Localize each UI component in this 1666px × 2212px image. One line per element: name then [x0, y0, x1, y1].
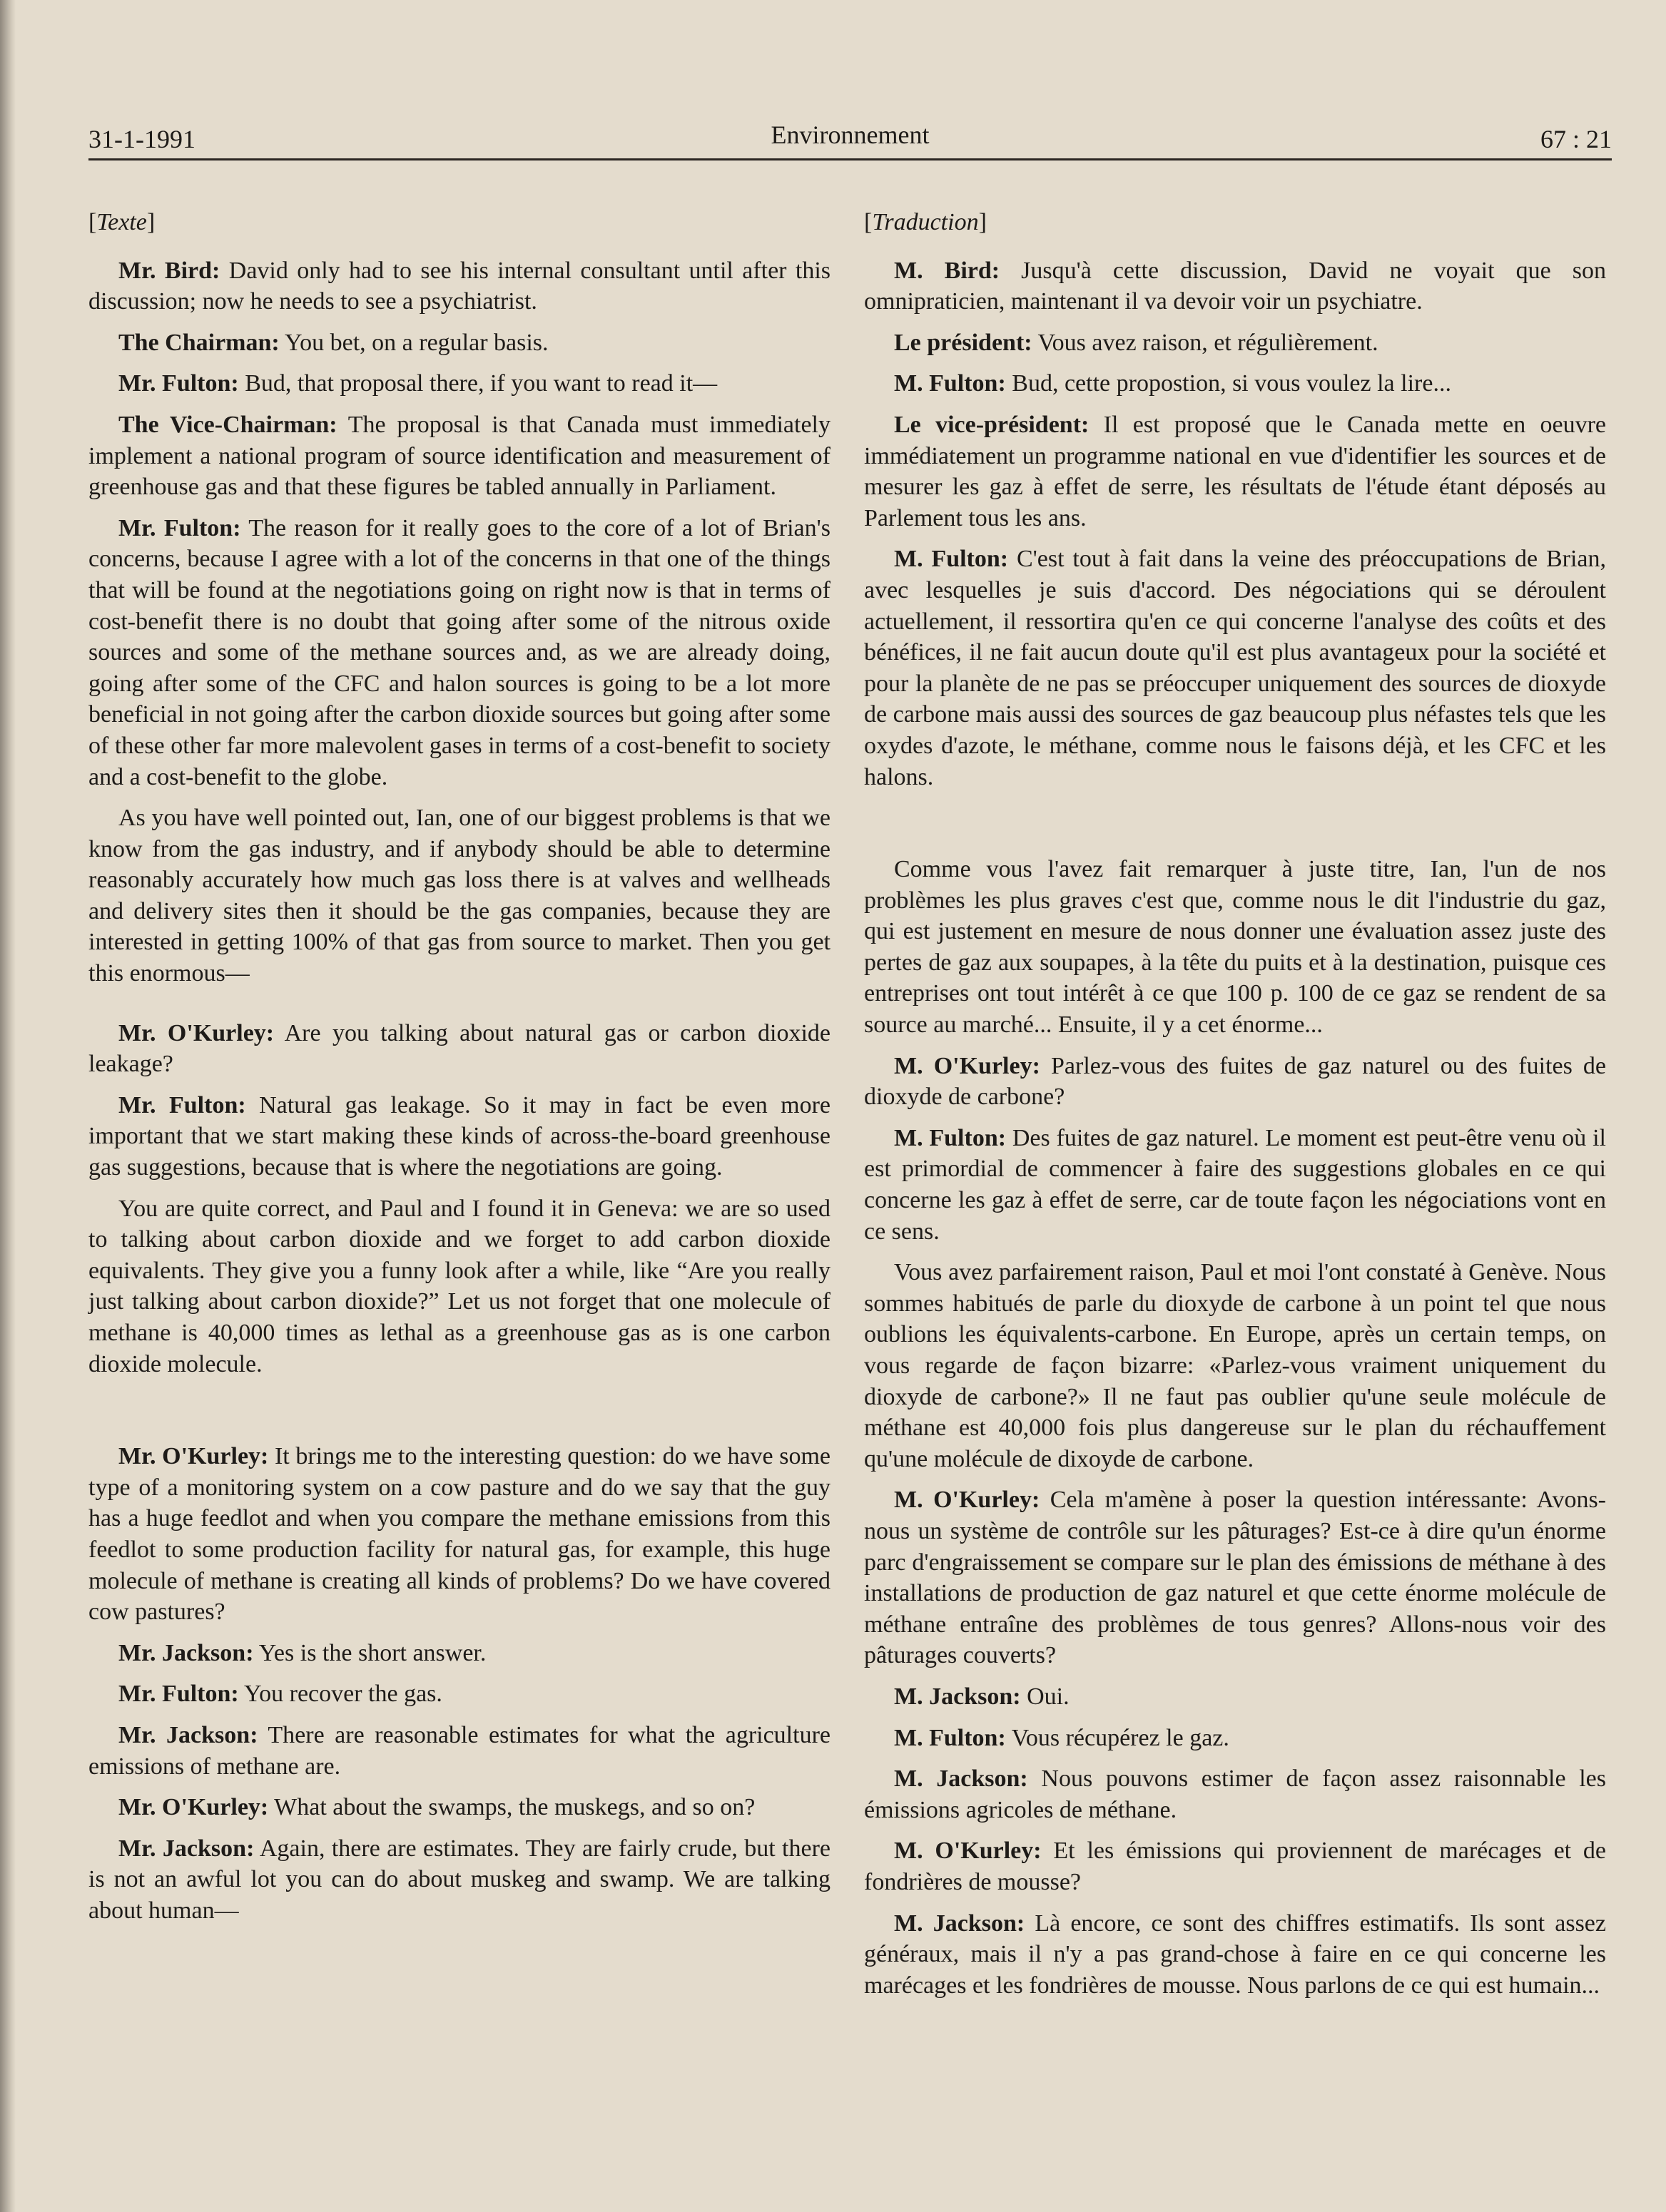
paragraph — [88, 1441, 831, 1628]
speaker: The Vice-Chairman: — [118, 411, 337, 438]
speaker: Mr. O'Kurley: — [118, 1019, 275, 1046]
paragraph — [88, 802, 831, 989]
speaker: Mr. Fulton: — [118, 370, 239, 397]
paragraph — [864, 1051, 1606, 1113]
speech: The reason for it really goes to the core of a lot of Brian's concerns, because I agree with a lot of the concerns in that one of the things that will be found at the negotiations going on right now is that in terms of cost-benefit there is no doubt that going after some of the nitrous oxide sources and some of the methane sources and, as we are already doing, going after some of the CFC and halon sources is going to be a lot more beneficial in not going after the carbon dioxide sources but going after some of these other far more malevolent gases in terms of a cost-benefit to society and a cost-benefit to the globe. — [88, 514, 831, 790]
speaker: M. Jackson: — [894, 1910, 1025, 1937]
speaker: M. O'Kurley: — [894, 1487, 1040, 1514]
paragraph — [88, 1678, 831, 1710]
spacer — [864, 802, 1606, 854]
paragraph — [864, 1257, 1606, 1474]
paragraph — [88, 1792, 831, 1823]
paragraph — [88, 1638, 831, 1669]
paragraph — [864, 1723, 1606, 1754]
speech: Nous pouvons estimer de façon assez raisonnable les émissions agricoles de méthane. — [864, 1765, 1606, 1823]
speaker: M. Bird: — [894, 257, 1000, 284]
paragraph — [864, 327, 1606, 359]
speech: You bet, on a regular basis. — [279, 329, 549, 356]
header-title: Environnement — [771, 121, 930, 149]
column-label-texte: [Texte] — [88, 209, 156, 235]
paragraph — [864, 1681, 1606, 1713]
speaker: Le président: — [894, 329, 1032, 356]
paragraph — [864, 1123, 1606, 1247]
speech: Et les émissions qui proviennent de marécages et de fondrières de mousse? — [864, 1838, 1607, 1895]
spacer — [88, 999, 831, 1018]
paragraph — [88, 1193, 831, 1380]
speech: The proposal is that Canada must immediately implement a national program of source identification and measurement of greenhouse gas and that these figures be tabled annually in Parliament. — [88, 411, 831, 501]
header-date: 31-1-1991 — [88, 125, 195, 153]
speaker: M. Jackson: — [894, 1683, 1021, 1710]
speech: You recover the gas. — [238, 1681, 442, 1708]
speech: Jusqu'à cette discussion, David ne voyait que son omnipraticien, maintenant il va devoir voir un psychiatre. — [864, 257, 1606, 315]
speech: Vous avez raison, et régulièrement. — [1032, 329, 1378, 356]
speaker: Mr. Fulton: — [118, 514, 241, 541]
english-column — [88, 207, 831, 1937]
paragraph — [88, 368, 831, 399]
speaker: Mr. Jackson: — [118, 1639, 254, 1666]
speaker: M. O'Kurley: — [894, 1838, 1042, 1865]
speaker: Mr. Fulton: — [118, 1091, 246, 1118]
paragraph — [864, 544, 1606, 792]
speaker: Mr. Fulton: — [118, 1681, 239, 1708]
speech: There are reasonable estimates for what the agriculture emissions of methane are. — [88, 1721, 831, 1780]
speech: Il est proposé que le Canada mette en oeuvre immédiatement un programme national en vue d'identifier les sources et de mesurer les gaz à effet de serre, les résultats de l'étude étant déposés au Parlement tous les ans. — [864, 411, 1607, 531]
speech: Vous avez parfairement raison, Paul et moi l'ont constaté à Genève. Nous sommes habitués de parle du dioxyde de carbone à un point tel que nous oublions les équivalents-carbone. En Europe, après un certain temps, on vous regarde de façon bizarre: «Parlez-vous vraiment uniquement du dioxyde de carbone?» Il ne faut pas oublier qu'une seule molécule de méthane est 40,000 fois plus dangereuse sur le plan du réchauffement qu'une molécule de dixoyde de carbone. — [864, 1259, 1606, 1472]
speech: What about the swamps, the muskegs, and so on? — [268, 1794, 756, 1821]
french-column — [864, 207, 1606, 2011]
speech: You are quite correct, and Paul and I found it in Geneva: we are so used to talking about carbon dioxide and we forget to add carbon dioxide equivalents. They give you a funny look after a while, like “Are you really just talking about carbon dioxide?” Let us not forget that one molecule of methane is 40,000 times as lethal as a greenhouse gas as is one carbon dioxide molecule. — [88, 1195, 831, 1377]
paragraph — [88, 409, 831, 503]
speech: C'est tout à fait dans la veine des préoccupations de Brian, avec lesquelles je suis d'accord. Des négociations qui se déroulent actuellement, il ressortira qu'en ce qui concerne l'analyse des coûts et des bénéfices, il ne fait aucun doute qu'il est plus avantageux pour la société et pour la planète de ne pas se préoccuper uniquement des sources de dioxyde de carbone mais aussi des sources de gaz beaucoup plus néfastes tels que les oxydes d'azote, le méthane, comme nous le faisons déjà, et les CFC et les halons. — [864, 546, 1607, 790]
paragraph — [88, 1018, 831, 1080]
speaker: M. Fulton: — [894, 546, 1009, 573]
paragraph — [864, 1763, 1606, 1825]
paragraph — [864, 1908, 1606, 2002]
speech: Natural gas leakage. So it may in fact be even more important that we start making these kinds of across-the-board greenhouse gas suggestions, because that is where the negotiations are going. — [88, 1091, 831, 1181]
page-binding-shadow — [0, 0, 16, 2212]
paragraph — [864, 255, 1606, 317]
speech: Oui. — [1020, 1683, 1070, 1710]
speaker: Mr. Jackson: — [118, 1835, 255, 1862]
column-label-traduction: [Traduction] — [864, 209, 987, 235]
speech: Comme vous l'avez fait remarquer à juste titre, Ian, l'un de nos problèmes les plus graves c'est que, comme nous le dit l'industrie du gaz, qui est justement en mesure de nous donner une évaluation assez juste des pertes de gaz aux soupapes, à la tête du puits et à la destination, puisque ces entreprises ont tout intérêt à ce que 100 p. 100 de ce gaz se rendent de sa source au marché... Ensuite, il y a cet énorme... — [864, 856, 1606, 1039]
speech: Parlez-vous des fuites de gaz naturel ou des fuites de dioxyde de carbone? — [864, 1052, 1606, 1111]
speech: Yes is the short answer. — [253, 1639, 487, 1666]
paragraph — [864, 1835, 1606, 1897]
speech: Bud, that proposal there, if you want to read it— — [238, 370, 718, 397]
speech: Vous récupérez le gaz. — [1005, 1724, 1229, 1751]
paragraph — [88, 513, 831, 792]
paragraph — [88, 1833, 831, 1927]
speaker: The Chairman: — [118, 329, 280, 356]
paragraph — [864, 1484, 1606, 1671]
paragraph — [88, 1720, 831, 1782]
speaker: M. Fulton: — [894, 370, 1006, 397]
speech: David only had to see his internal consultant until after this discussion; now he needs to see a psychiatrist. — [88, 257, 831, 315]
speaker: Mr. Jackson: — [118, 1721, 258, 1748]
speech: Are you talking about natural gas or carbon dioxide leakage? — [88, 1019, 831, 1078]
page-header — [88, 120, 1612, 157]
speaker: M. Jackson: — [894, 1765, 1028, 1793]
paragraph — [88, 1090, 831, 1183]
paragraph — [88, 255, 831, 317]
speech: As you have well pointed out, Ian, one of our biggest problems is that we know from the gas industry, and if anybody should be able to determine reasonably accurately how much gas loss there is at valves and wellheads and delivery sites then it should be the gas companies, because they are interested in getting 100% of that gas from source to market. Then you get this enormous— — [88, 805, 831, 987]
speaker: Mr. O'Kurley: — [118, 1443, 269, 1470]
speaker: M. O'Kurley: — [894, 1052, 1040, 1079]
speaker: Mr. Bird: — [118, 257, 220, 284]
spacer — [88, 1390, 831, 1441]
header-rule — [88, 158, 1612, 160]
header-page-number: 67 : 21 — [1540, 125, 1612, 153]
paragraph — [864, 854, 1606, 1041]
speech: It brings me to the interesting question: do we have some type of a monitoring system on a cow pasture and do we say that the guy has a huge feedlot and when you compare the methane emissions from this feedlot to some production facility for natural gas, for example, this huge molecule of methane is creating all kinds of problems? Do we have covered cow pastures? — [88, 1443, 831, 1626]
paragraph — [88, 327, 831, 359]
speaker: Mr. O'Kurley: — [118, 1794, 269, 1821]
speaker: Le vice-président: — [894, 411, 1089, 438]
speech: Bud, cette propostion, si vous voulez la lire... — [1005, 370, 1451, 397]
speaker: M. Fulton: — [894, 1724, 1006, 1751]
speech: Again, there are estimates. They are fairly crude, but there is not an awful lot you can do about muskeg and swamp. We are talking about human— — [88, 1835, 831, 1924]
paragraph — [864, 368, 1606, 399]
speaker: M. Fulton: — [894, 1124, 1007, 1151]
paragraph — [864, 409, 1606, 534]
speech: Des fuites de gaz naturel. Le moment est peut-être venu où il est primordial de commencer à faire des suggestions globales en ce qui concerne les gaz à effet de serre, car de toute façon les négociations vont en ce sens. — [864, 1124, 1606, 1245]
speech: Cela m'amène à poser la question intéressante: Avons-nous un système de contrôle sur les pâturages? Est-ce à dire qu'un énorme parc d'engraissement se compare sur le plan des émissions de méthane à des installations de production de gaz naturel et que cette énorme molécule de méthane entraîne des problèmes de tous genres? Allons-nous voir des pâturages couverts? — [864, 1487, 1606, 1669]
speech: Là encore, ce sont des chiffres estimatifs. Ils sont assez généraux, mais il n'y a pas grand-chose à faire en ce qui concerne les marécages et les fondrières de mousse. Nous parlons de ce qui est humain... — [864, 1910, 1606, 1999]
